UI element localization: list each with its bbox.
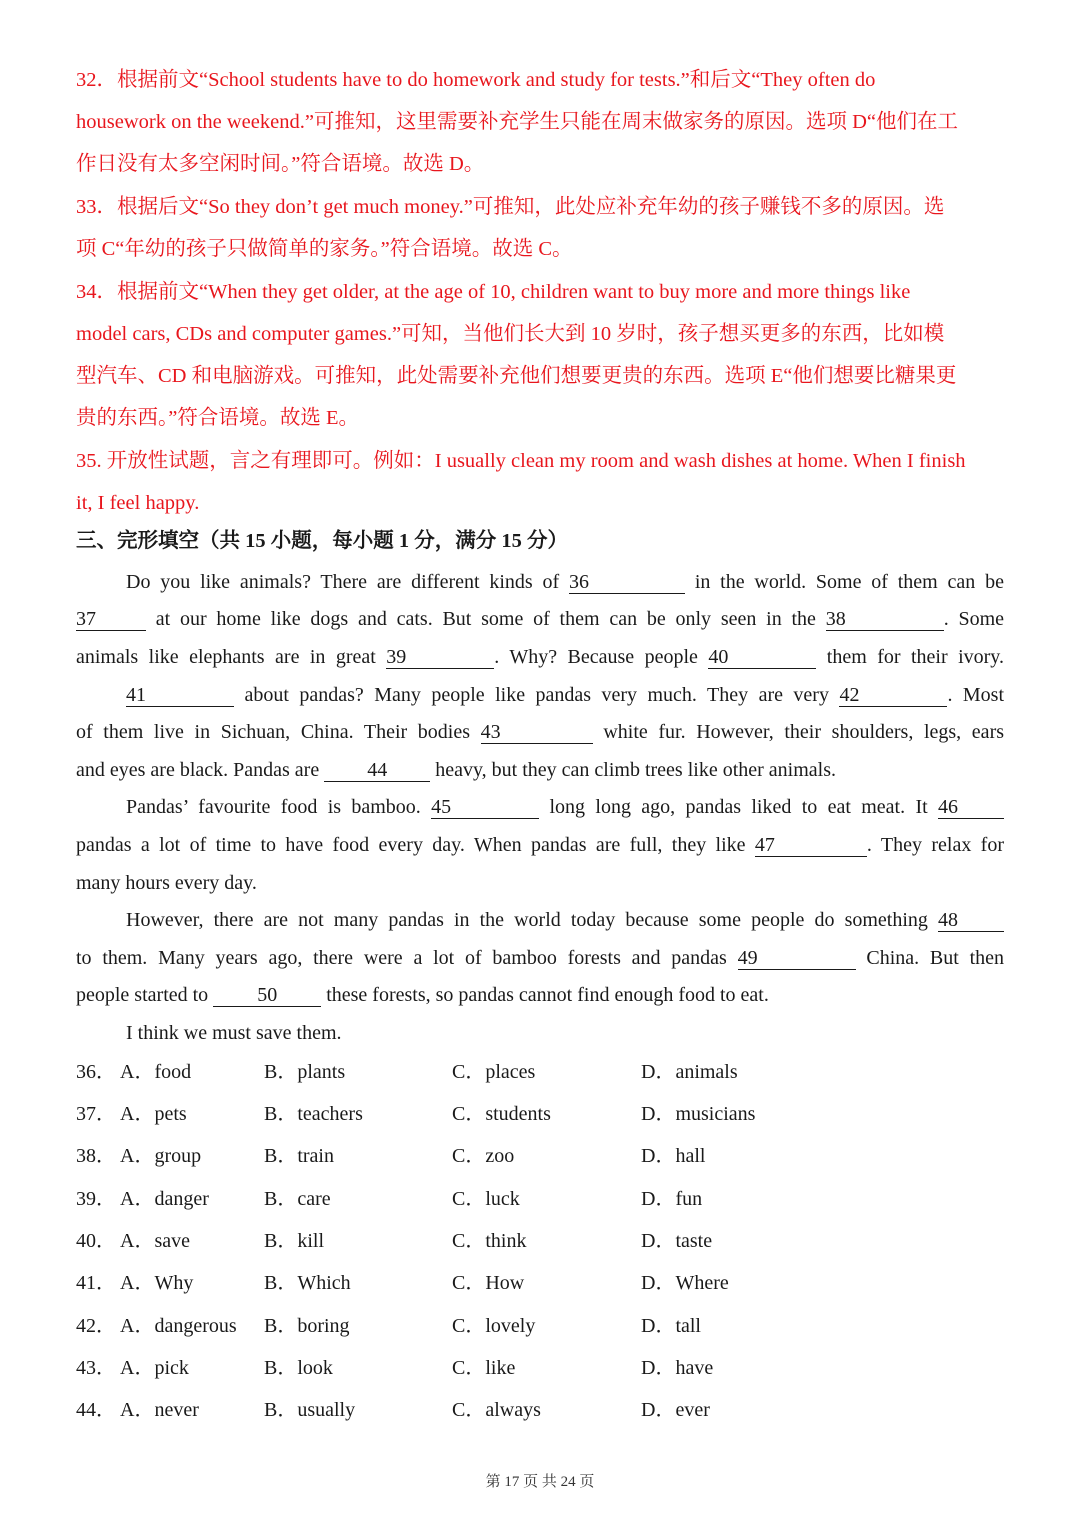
explanation-line: 型汽车、CD 和电脑游戏。可推知，此处需要补充他们想要更贵的东西。选项 E“他们想要比糖果更 (76, 365, 957, 387)
option-d[interactable]: D．hall (641, 1145, 706, 1167)
explanation-line: model cars, CDs and computer games.”可知，当他们长大到 10 岁时，孩子想买更多的东西，比如模 (76, 323, 945, 345)
option-c[interactable]: C．think (452, 1230, 527, 1252)
blank-44[interactable]: 44 (324, 760, 430, 782)
question-number: 43． (76, 1357, 116, 1379)
option-a[interactable]: A．food (120, 1061, 192, 1083)
question-number: 37． (76, 1103, 116, 1125)
option-b[interactable]: B．care (264, 1188, 331, 1210)
question-number: 41． (76, 1272, 116, 1294)
option-d[interactable]: D．have (641, 1357, 714, 1379)
option-b[interactable]: B．plants (264, 1061, 346, 1083)
passage-line: pandas a lot of time to have food every day. When pandas are full, they like 47 . They relax for (76, 834, 1004, 856)
page-number-footer: 第 17 页 共 24 页 (485, 1474, 595, 1490)
option-c[interactable]: C．students (452, 1103, 551, 1125)
question-number: 39． (76, 1188, 116, 1210)
passage-line: Do you like animals? There are different kinds of 36 in the world. Some of them can be (126, 571, 1004, 593)
blank-46[interactable]: 46 (938, 797, 1004, 819)
blank-43[interactable]: 43 (481, 722, 593, 744)
passage-line: many hours every day. (76, 872, 257, 894)
option-b[interactable]: B．train (264, 1145, 334, 1167)
passage-line: I think we must save them. (126, 1022, 342, 1044)
option-a[interactable]: A．pick (120, 1357, 189, 1379)
option-d[interactable]: D．musicians (641, 1103, 756, 1125)
passage-line: However, there are not many pandas in the world today because some people do something 48 (126, 907, 1004, 933)
option-b[interactable]: B．look (264, 1357, 333, 1379)
blank-45[interactable]: 45 (431, 797, 539, 819)
passage-line: 37 at our home like dogs and cats. But some of them can be only seen in the 38 . Some (76, 608, 1005, 630)
option-c[interactable]: C．luck (452, 1188, 520, 1210)
blank-41[interactable]: 41 (126, 685, 234, 707)
question-number: 40． (76, 1230, 116, 1252)
blank-48[interactable]: 48 (938, 910, 1004, 932)
blank-38[interactable]: 38 (826, 609, 944, 631)
option-d[interactable]: D．animals (641, 1061, 738, 1083)
passage-line: 41 about pandas? Many people like pandas very much. They are very 42 . Most (126, 684, 1005, 706)
explanation-line: 35. 开放性试题，言之有理即可。例如：I usually clean my room and wash dishes at home. When I finish (76, 450, 966, 472)
option-c[interactable]: C．zoo (452, 1145, 515, 1167)
passage-line: of them live in Sichuan, China. Their bodies 43 white fur. However, their shoulders, legs, ears (76, 721, 1005, 743)
explanation-line: housework on the weekend.”可推知，这里需要补充学生只能在周末做家务的原因。选项 D“他们在工 (76, 111, 958, 133)
option-c[interactable]: C．lovely (452, 1315, 536, 1337)
explanation-line: 32．根据前文“School students have to do homework and study for tests.”和后文“They often do (76, 69, 876, 91)
option-d[interactable]: D．fun (641, 1188, 703, 1210)
passage-line: and eyes are black. Pandas are 44 heavy, but they can climb trees like other animals. (76, 759, 837, 781)
section-heading: 三、完形填空（共 15 小题，每小题 1 分，满分 15 分） (76, 530, 568, 552)
blank-39[interactable]: 39 (386, 647, 494, 669)
blank-42[interactable]: 42 (839, 685, 947, 707)
blank-36[interactable]: 36 (569, 572, 685, 594)
option-a[interactable]: A．Why (120, 1272, 194, 1294)
option-d[interactable]: D．Where (641, 1272, 729, 1294)
blank-40[interactable]: 40 (708, 647, 816, 669)
option-c[interactable]: C．like (452, 1357, 516, 1379)
option-b[interactable]: B．kill (264, 1230, 325, 1252)
blank-47[interactable]: 47 (755, 835, 867, 857)
option-c[interactable]: C．places (452, 1061, 536, 1083)
option-c[interactable]: C．always (452, 1399, 541, 1421)
option-a[interactable]: A．danger (120, 1188, 209, 1210)
option-b[interactable]: B．usually (264, 1399, 356, 1421)
passage-line: to them. Many years ago, there were a lot of bamboo forests and pandas 49 China. But then (76, 947, 1005, 969)
passage-line: Pandas’ favourite food is bamboo. 45 long long ago, pandas liked to eat meat. It 46 (126, 794, 1004, 820)
passage-line: animals like elephants are in great 39 . Why? Because people 40 them for their ivory. (76, 646, 1004, 668)
explanation-line: 34．根据前文“When they get older, at the age of 10, children want to buy more and more things like (76, 281, 911, 303)
explanation-line: 33．根据后文“So they don’t get much money.”可推知，此处应补充年幼的孩子赚钱不多的原因。选 (76, 196, 945, 218)
option-d[interactable]: D．taste (641, 1230, 713, 1252)
option-b[interactable]: B．boring (264, 1315, 350, 1337)
option-c[interactable]: C．How (452, 1272, 525, 1294)
blank-50[interactable]: 50 (213, 985, 321, 1007)
blank-49[interactable]: 49 (738, 948, 856, 970)
option-a[interactable]: A．pets (120, 1103, 187, 1125)
option-b[interactable]: B．Which (264, 1272, 351, 1294)
passage-line: people started to 50 these forests, so pandas cannot find enough food to eat. (76, 984, 769, 1006)
option-d[interactable]: D．ever (641, 1399, 710, 1421)
explanation-line: 作日没有太多空闲时间。”符合语境。故选 D。 (76, 153, 485, 175)
option-a[interactable]: A．dangerous (120, 1315, 237, 1337)
blank-37[interactable]: 37 (76, 609, 146, 631)
question-number: 38． (76, 1145, 116, 1167)
option-d[interactable]: D．tall (641, 1315, 701, 1337)
option-b[interactable]: B．teachers (264, 1103, 363, 1125)
question-number: 42． (76, 1315, 116, 1337)
question-number: 36． (76, 1061, 116, 1083)
option-a[interactable]: A．save (120, 1230, 190, 1252)
explanation-line: 项 C“年幼的孩子只做简单的家务。”符合语境。故选 C。 (76, 238, 573, 260)
option-a[interactable]: A．never (120, 1399, 199, 1421)
explanation-line: 贵的东西。”符合语境。故选 E。 (76, 407, 359, 429)
option-a[interactable]: A．group (120, 1145, 202, 1167)
explanation-line: it, I feel happy. (76, 492, 200, 514)
question-number: 44． (76, 1399, 116, 1421)
